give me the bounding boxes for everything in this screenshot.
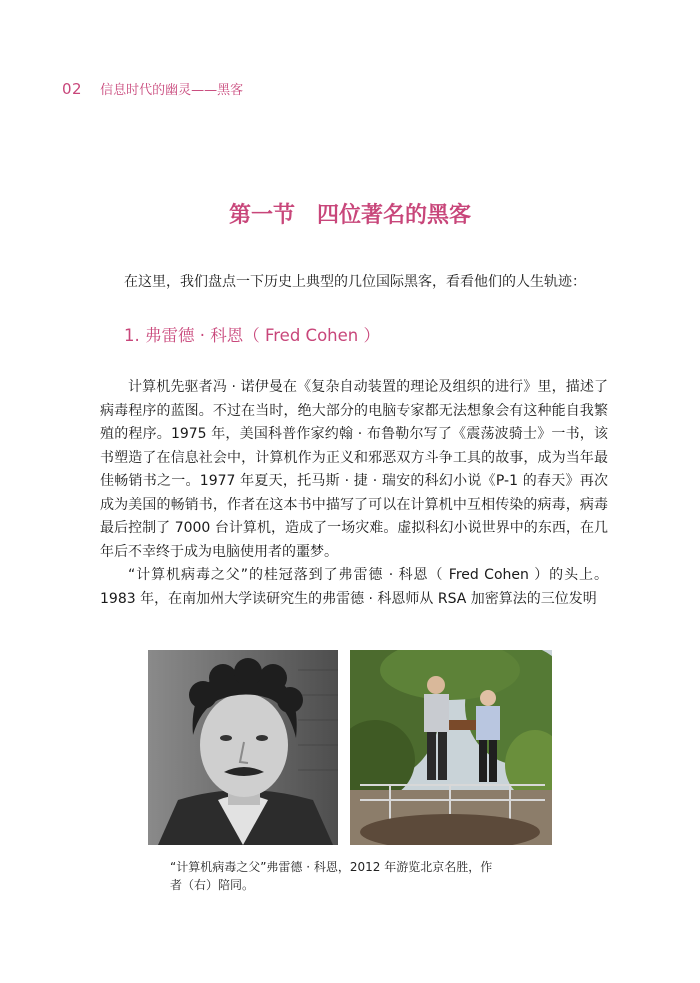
portrait-photo [148,650,338,845]
intro-paragraph: 在这里，我们盘点一下历史上典型的几位国际黑客，看看他们的人生轨迹： [124,274,586,290]
paragraph: “计算机病毒之父”的桂冠落到了弗雷德 · 科恩（ Fred Cohen ）的头上。1983 年，在南加州大学读研究生的弗雷德 · 科恩师从 RSA 加密算法的三位发明 [100,567,608,607]
body-text [100,376,608,611]
book-title: 信息时代的幽灵——黑客 [100,83,244,98]
section-title: 第一节 四位著名的黑客 [228,203,471,228]
subsection-heading: 1. 弗雷德 · 科恩（ Fred Cohen ） [124,326,380,345]
paragraph: 计算机先驱者冯 · 诺伊曼在《复杂自动装置的理论及组织的进行》里，描述了病毒程序的蓝图。不过在当时，绝大部分的电脑专家都无法想象会有这种能自我繁殖的程序。1975 年，美国科普作家约翰 · 布鲁勒尔写了《震荡波骑士》一书，该书塑造了在信息社会中，计算机作为正义和邪恶双方斗争工具的故事，成为当年最佳畅销书之一。1977 年夏天，托马斯 · 捷 · 瑞安的科幻小说《P-1 的春天》再次成为美国的畅销书，作者在这本书中描写了可以在计算机中互相传染的病毒，病毒最后控制了 7000 台计算机，造成了一场灾难。虚拟科幻小说世界中的东西，在几年后不幸终于成为电脑使用者的噩梦。 [100,379,608,560]
group-photo [350,650,552,845]
caption-line-2: 者（右）陪同。 [170,878,255,892]
caption-line-1: “计算机病毒之父”弗雷德 · 科恩，2012 年游览北京名胜，作 [170,860,493,874]
page-number: 02 [62,80,83,98]
running-header [62,79,243,98]
figure-caption [170,858,530,894]
